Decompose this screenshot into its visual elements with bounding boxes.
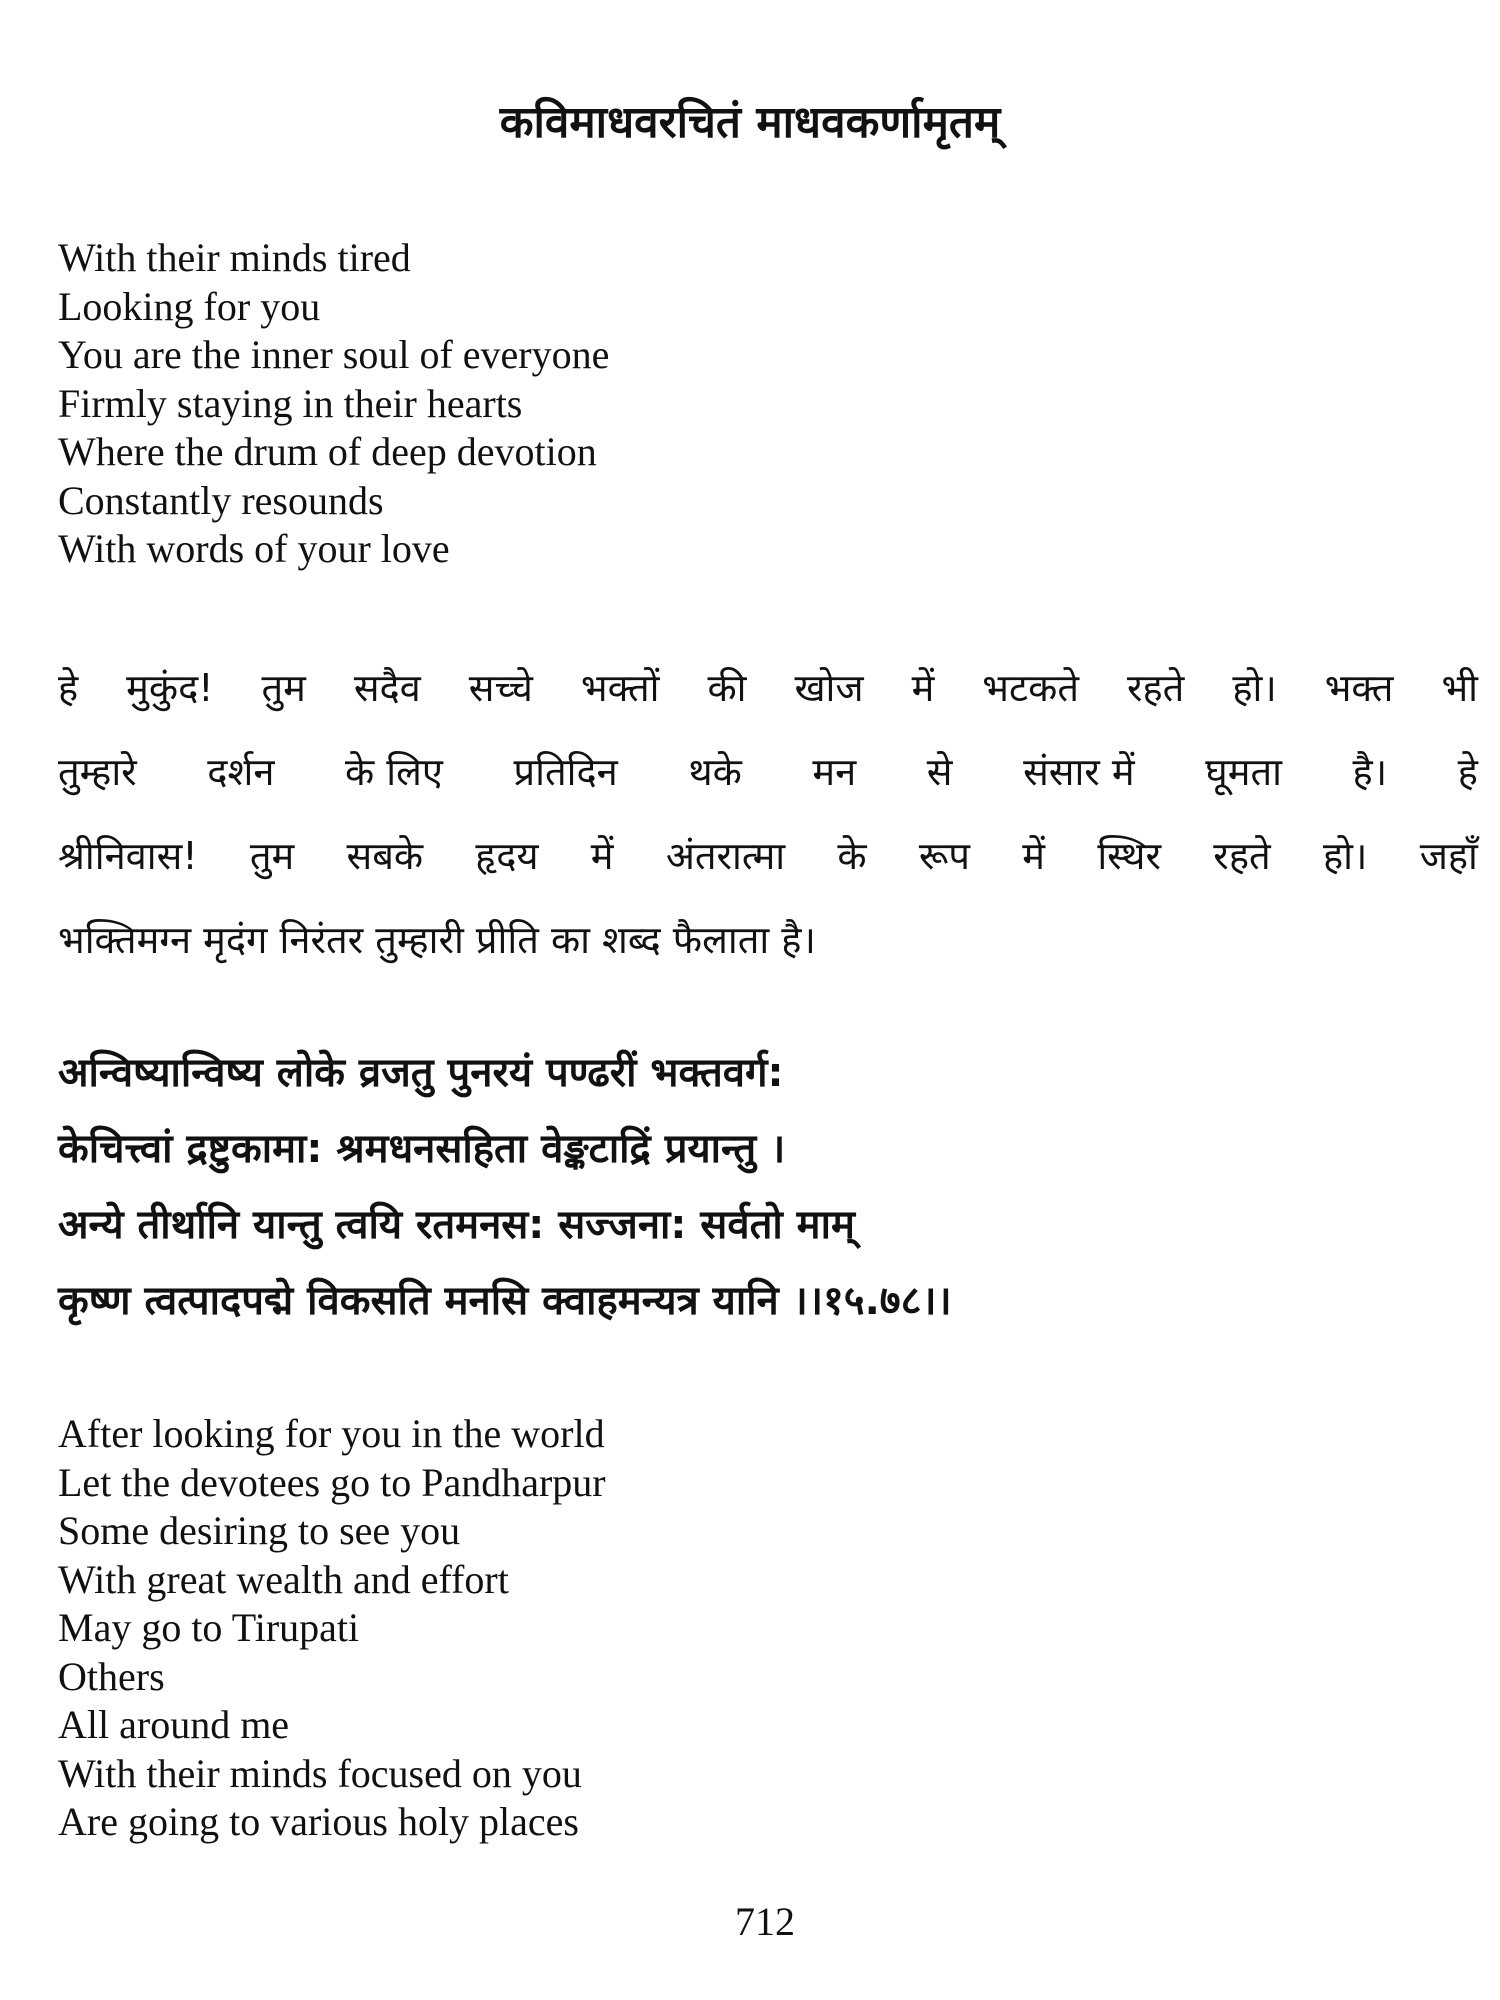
paragraph-word: स्थिर	[1097, 834, 1162, 878]
paragraph-word: भी	[1441, 666, 1478, 710]
verse-line: Looking for you	[58, 283, 321, 329]
verse-line: You are the inner soul of everyone	[58, 332, 610, 377]
paragraph-word: में	[911, 666, 935, 710]
paragraph-word: दर्शन	[207, 750, 275, 794]
paragraph-word: हृदय	[475, 834, 539, 878]
paragraph-word: मन	[812, 750, 857, 794]
sanskrit-line: अन्विष्यान्विष्य लोके व्रजतु पुनरयं पण्ढरीं भक्तवर्ग:	[58, 1050, 784, 1096]
verse-line: Constantly resounds	[58, 477, 384, 523]
paragraph-word: रहते	[1213, 834, 1271, 878]
verse-line: Are going to various holy places	[58, 1799, 579, 1844]
paragraph-word: जहाँ	[1419, 834, 1478, 878]
paragraph-line	[58, 897, 1478, 981]
paragraph-line	[58, 729, 1478, 813]
paragraph-word: में	[590, 834, 614, 878]
verse-line: With words of your love	[58, 526, 450, 571]
paragraph-word: हे	[58, 666, 79, 710]
paragraph-word: रूप	[918, 834, 971, 878]
paragraph-word: संसार में	[1023, 750, 1135, 794]
paragraph-word: तुम	[261, 666, 306, 710]
verse-line: Firmly staying in their hearts	[58, 380, 523, 426]
sanskrit-verse	[58, 1035, 952, 1339]
paragraph-word: प्रतिदिन	[513, 750, 618, 794]
english-verse-1	[58, 234, 609, 574]
verse-line: Some desiring to see you	[58, 1508, 461, 1553]
verse-line: With their minds focused on you	[58, 1750, 582, 1796]
paragraph-word: रहते	[1126, 666, 1185, 710]
verse-line: With their minds tired	[58, 235, 411, 280]
paragraph-word: भक्तों	[580, 666, 660, 710]
paragraph-word: थके	[688, 750, 742, 794]
verse-line: Where the drum of deep devotion	[58, 429, 597, 474]
paragraph-word: सदैव	[353, 666, 421, 710]
paragraph-word: हे	[1457, 750, 1478, 794]
paragraph-word: तुम	[249, 834, 295, 878]
sanskrit-line: केचित्त्वां द्रष्टुकामा: श्रमधनसहिता वेङ्कटाद्रिं प्रयान्तु ।	[58, 1126, 786, 1172]
verse-line: May go to Tirupati	[58, 1605, 360, 1650]
hindi-paragraph	[58, 645, 1478, 981]
paragraph-line	[58, 813, 1478, 897]
verse-line: Others	[58, 1653, 165, 1699]
verse-line: With great wealth and effort	[58, 1556, 509, 1602]
paragraph-word: तुम्हारे	[58, 750, 137, 794]
paragraph-word: है।	[1352, 750, 1388, 794]
paragraph-word: में	[1022, 834, 1046, 878]
paragraph-word: सच्चे	[468, 666, 533, 710]
paragraph-word: हो।	[1232, 666, 1277, 710]
paragraph-word: अंतरात्मा	[665, 834, 786, 878]
paragraph-word: श्रीनिवास!	[58, 834, 198, 878]
page-title: कविमाधवरचितं माधवकर्णामृतम्	[499, 97, 1001, 148]
paragraph-word: घूमता	[1205, 750, 1282, 794]
paragraph-word: के लिए	[345, 750, 443, 794]
english-verse-2	[58, 1410, 606, 1847]
paragraph-word: खोज	[794, 666, 864, 710]
paragraph-word: मुकुंद!	[126, 666, 214, 710]
paragraph-word: के	[837, 834, 867, 878]
paragraph-word: सबके	[346, 834, 424, 878]
paragraph-word: से	[926, 750, 953, 794]
verse-line: All around me	[58, 1702, 290, 1747]
verse-line: After looking for you in the world	[58, 1411, 605, 1456]
paragraph-word: भक्त	[1324, 666, 1394, 710]
paragraph-word: की	[707, 666, 747, 710]
verse-line: Let the devotees go to Pandharpur	[58, 1459, 606, 1505]
sanskrit-line: कृष्ण त्वत्पादपद्मे विकसति मनसि क्वाहमन्यत्र यानि ।।१५.७८।।	[58, 1278, 952, 1324]
paragraph-line	[58, 645, 1478, 729]
sanskrit-line: अन्ये तीर्थानि यान्तु त्वयि रतमनस: सज्जना: सर्वतो माम्	[58, 1202, 855, 1248]
page-number: 712	[735, 1899, 795, 1944]
paragraph-word: भक्तिमग्न मृदंग निरंतर तुम्हारी प्रीति का शब्द फैलाता है।	[58, 918, 816, 962]
paragraph-word: भटकते	[982, 666, 1079, 710]
paragraph-word: हो।	[1322, 834, 1368, 878]
